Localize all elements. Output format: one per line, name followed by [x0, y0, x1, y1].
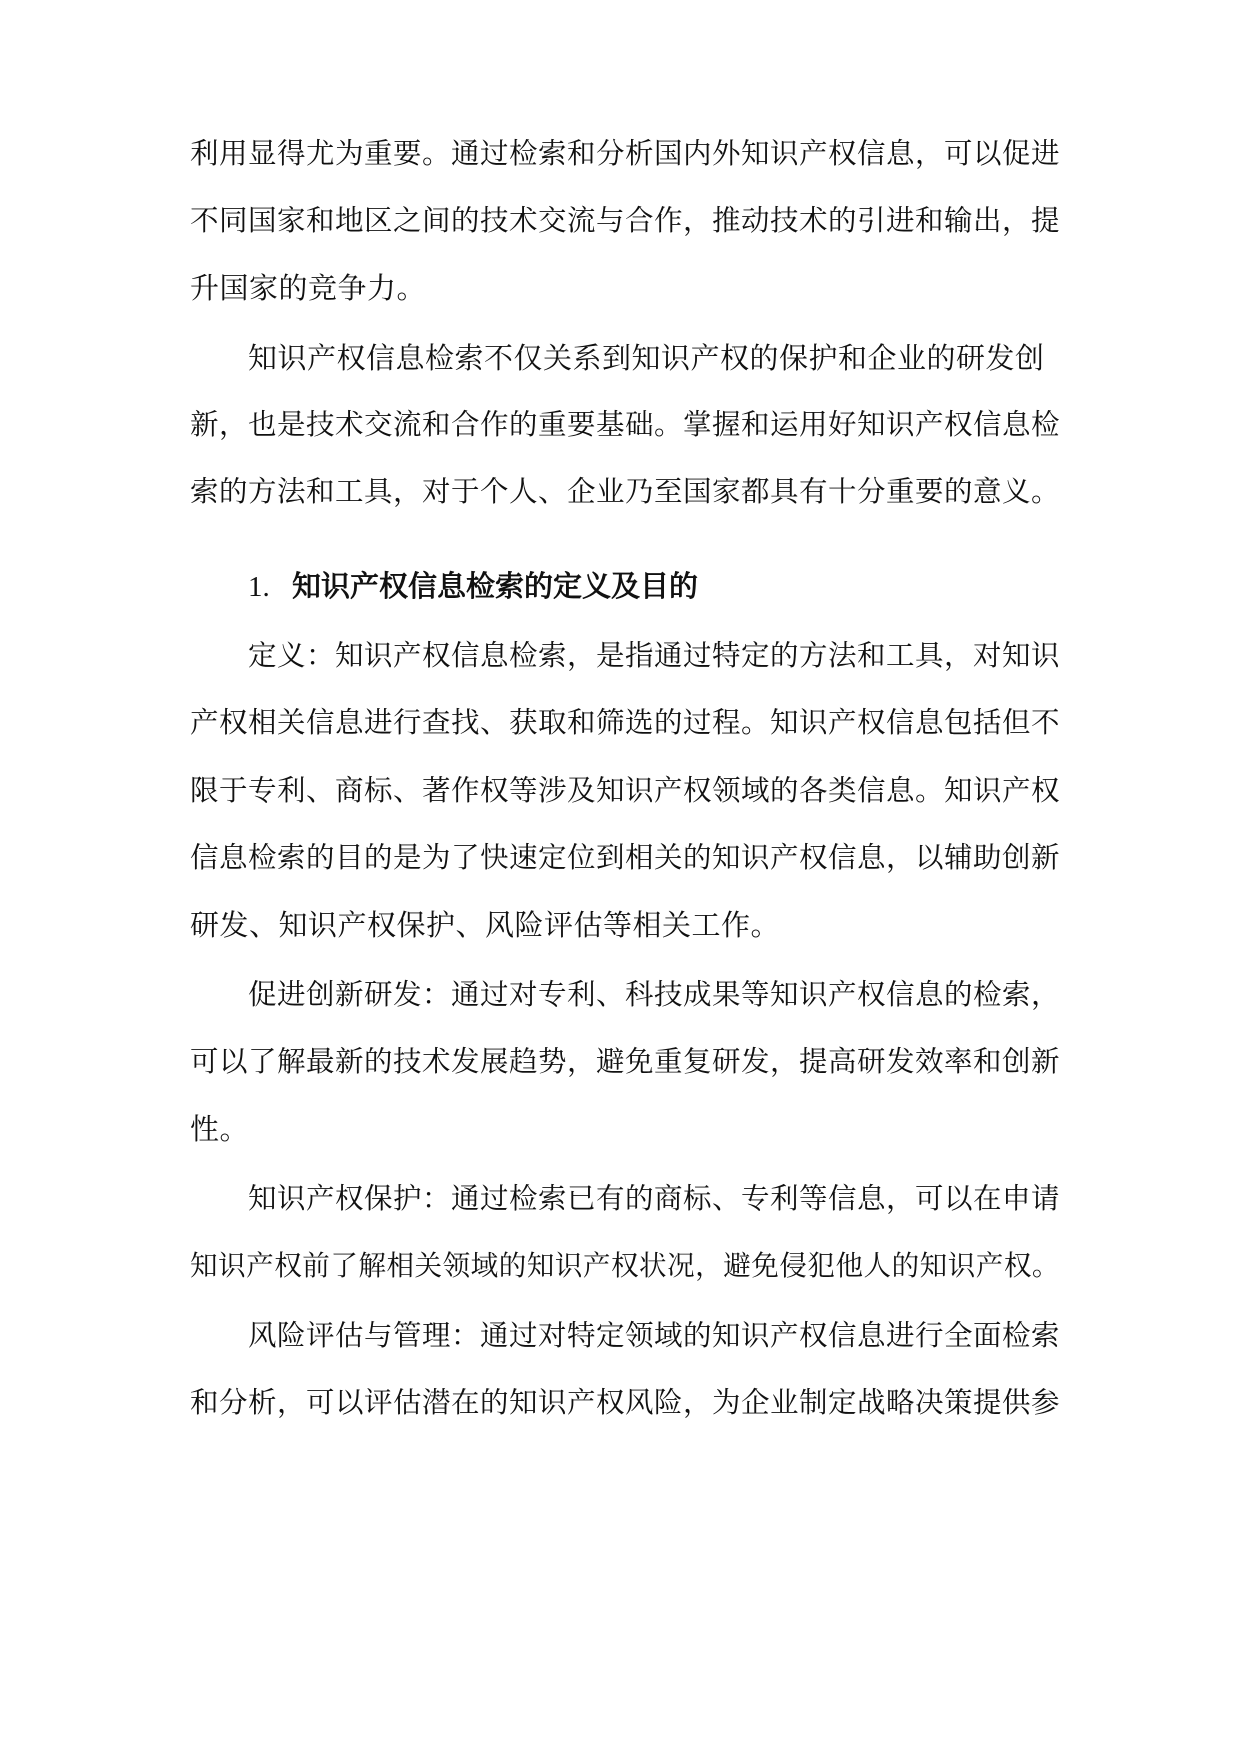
paragraph-line: 产权相关信息进行查找、获取和筛选的过程。知识产权信息包括但不	[190, 706, 1061, 739]
paragraph-line: 升国家的竞争力。	[190, 271, 427, 305]
paragraph-line: 可以了解最新的技术发展趋势，避免重复研发，提高研发效率和创新	[190, 1045, 1061, 1078]
paragraph-line: 限于专利、商标、著作权等涉及知识产权领域的各类信息。知识产权	[190, 774, 1061, 807]
paragraph-line: 不同国家和地区之间的技术交流与合作，推动技术的引进和输出，提	[190, 204, 1061, 237]
paragraph-line: 风险评估与管理：通过对特定领域的知识产权信息进行全面检索	[248, 1319, 1061, 1352]
paragraph-line: 新，也是技术交流和合作的重要基础。掌握和运用好知识产权信息检	[190, 408, 1061, 441]
paragraph-line: 促进创新研发：通过对专利、科技成果等知识产权信息的检索，	[248, 978, 1061, 1011]
paragraph-line: 性。	[190, 1112, 250, 1146]
paragraph-line: 信息检索的目的是为了快速定位到相关的知识产权信息，以辅助创新	[190, 841, 1061, 874]
section-heading	[248, 566, 698, 607]
paragraph-line: 和分析，可以评估潜在的知识产权风险，为企业制定战略决策提供参	[190, 1386, 1061, 1419]
paragraph-line: 知识产权保护：通过检索已有的商标、专利等信息，可以在申请	[248, 1182, 1061, 1215]
paragraph-line: 知识产权信息检索不仅关系到知识产权的保护和企业的研发创	[248, 341, 1045, 375]
section-title: 知识产权信息检索的定义及目的	[292, 569, 699, 603]
paragraph-line: 利用显得尤为重要。通过检索和分析国内外知识产权信息，可以促进	[190, 137, 1061, 170]
paragraph-line: 研发、知识产权保护、风险评估等相关工作。	[190, 908, 781, 942]
paragraph-line: 索的方法和工具，对于个人、企业乃至国家都具有十分重要的意义。	[190, 475, 1061, 508]
section-number: 1.	[248, 571, 270, 603]
paragraph-line: 知识产权前了解相关领域的知识产权状况，避免侵犯他人的知识产权。	[190, 1249, 1060, 1282]
paragraph-line: 定义：知识产权信息检索，是指通过特定的方法和工具，对知识	[248, 639, 1061, 672]
